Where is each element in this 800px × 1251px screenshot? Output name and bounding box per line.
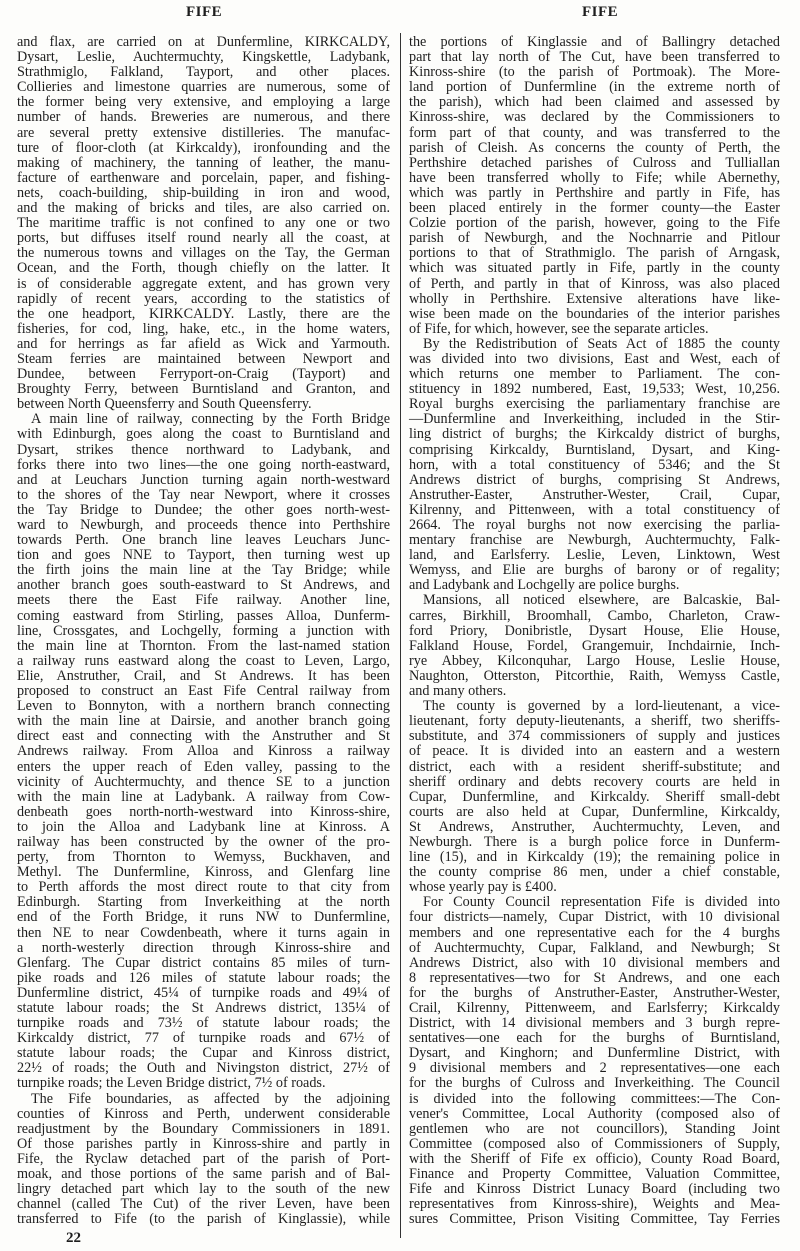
text-line: Andrews District, also with 10 divisional members and — [409, 954, 780, 971]
text-line: to the shores of the Tay near Newport, where it crosses — [17, 486, 390, 503]
text-line: ford Priory, Donibristle, Dysart House, Elie House, — [409, 622, 780, 639]
text-line: is divided into the following committees:—The Con- — [409, 1090, 780, 1107]
text-line: parish of Cleish. As concerns the county of Perth, the — [409, 139, 780, 156]
text-line: Ocean, and the Forth, though chiefly on the latter. It — [17, 260, 390, 277]
text-line: readjustment by the Boundary Commissioners in 1891. — [17, 1120, 390, 1137]
text-line: end of the Forth Bridge, it runs NW to Dunfermline, — [17, 909, 390, 926]
text-line: Cupar, Dunfermline, and Kirkcaldy. Sheriff small-debt — [409, 788, 780, 805]
text-line: form part of that county, and was transferred to the — [409, 124, 780, 141]
text-line: and many others. — [409, 683, 507, 700]
text-line: number of hands. Breweries are numerous, and there — [17, 109, 390, 126]
text-line: —Dunfermline and Inverkeithing, included in the Stir- — [409, 411, 780, 428]
text-line: enters the upper reach of Eden valley, passing to the — [17, 758, 390, 775]
text-line: of Fife, for which, however, see the separate articles. — [409, 320, 709, 337]
text-line: was divided into two divisions, East and West, each of — [409, 350, 780, 367]
text-line: The maritime traffic is not confined to any one or two — [17, 215, 390, 232]
text-line: ture of floor-cloth (at Kirkcaldy), ironfounding and the — [17, 139, 390, 156]
paragraph — [409, 895, 780, 1227]
text-line: which was partly in Perthshire and partly in Fife, has — [409, 184, 780, 201]
text-line: Steam ferries are maintained between Newport and — [17, 350, 390, 367]
text-column-right — [409, 35, 780, 1227]
text-line: 9 divisional members and 2 representatives—one each — [409, 1060, 780, 1077]
text-line: Edinburgh. Starting from Inverkeithing at the north — [17, 894, 390, 911]
text-line: 8 representatives—two for St Andrews, and one each — [409, 969, 780, 986]
text-line: and the making of bricks and tiles, are also carried on. — [17, 200, 390, 217]
text-line: with the main line at Dairsie, and another branch going — [17, 713, 390, 730]
text-line: line (15), and in Kirkcaldy (19); the remaining police in — [409, 849, 780, 866]
text-line: pike roads and 126 miles of statute labour roads; the — [17, 969, 390, 986]
text-line: then NE to near Cowdenbeath, where it turns again in — [17, 924, 390, 941]
text-line: the main line at Thornton. From the last-named station — [17, 637, 390, 654]
text-line: a north-westerly direction through Kinross-shire and — [17, 939, 390, 956]
text-line: The county is governed by a lord-lieutenant, a vice- — [423, 698, 780, 715]
text-line: which returns one member to Parliament. The con- — [409, 366, 780, 383]
text-line: members and one representative each for the 4 burghs — [409, 924, 780, 941]
text-line: for the burghs of Anstruther-Easter, Anstruther-Wester, — [409, 984, 780, 1001]
text-line: Dysart, strikes thence northward to Ladybank, and — [17, 441, 390, 458]
text-line: 2664. The royal burghs not now exercising the parlia- — [409, 517, 780, 533]
text-line: vicinity of Auchtermuchty, and thence SE to a junction — [17, 773, 390, 790]
text-line: of peace. It is divided into an eastern and a western — [409, 743, 780, 760]
paragraph — [409, 337, 780, 594]
text-line: By the Redistribution of Seats Act of 1885 the county — [423, 335, 780, 352]
text-line: parish of Newburgh, and the Nochnarrie and Pitlour — [409, 230, 780, 247]
column-divider — [400, 33, 401, 1238]
text-line: wholly in Perthshire. Extensive alterations have like- — [409, 290, 780, 307]
text-line: with the main line at Ladybank. A railway from Cow- — [17, 788, 390, 805]
text-line: Elie, Anstruther, Crail, and St Andrews. It has been — [17, 667, 390, 684]
text-line: and at Leuchars Junction turning again north-westward — [17, 471, 390, 488]
text-line: of Perth, and partly in that of Kinross, was also placed — [409, 275, 780, 292]
text-line: portions to that of Strathmiglo. The parish of Arngask, — [409, 245, 780, 262]
text-line: substitute, and 374 commissioners of supply and justices — [409, 728, 780, 745]
text-line: sentatives—one each for the burghs of Burntisland, — [409, 1030, 780, 1047]
text-line: Mansions, all noticed elsewhere, are Balcaskie, Bal- — [423, 592, 780, 609]
paragraph — [17, 1092, 390, 1228]
running-header-right: FIFE — [582, 4, 619, 20]
text-line: four districts—namely, Cupar District, with 10 divisional — [409, 909, 780, 926]
text-line: Naughton, Otterston, Pitcorthie, Raith, Wemyss Castle, — [409, 667, 780, 684]
paragraph — [17, 35, 390, 412]
text-line: part that lay north of The Cut, have been transferred to — [409, 49, 780, 66]
text-line: representatives from Kinross-shire), Weights and Mea- — [409, 1196, 780, 1213]
text-line: Wemyss, and Elie are burghs of barony or of regality; — [409, 562, 780, 579]
text-line: of Auchtermuchty, Cupar, Falkland, and Newburgh; St — [409, 939, 780, 956]
text-line: fisheries, for cod, ling, hake, etc., in the home waters, — [17, 320, 390, 337]
page-number: 22 — [66, 1230, 81, 1246]
text-line: The Fife boundaries, as affected by the adjoining — [31, 1090, 390, 1107]
running-header-left: FIFE — [186, 4, 223, 20]
text-line: Methyl. The Dunfermline, Kinross, and Glenfarg line — [17, 864, 390, 881]
text-line: denbeath goes north-north-westward into Kinross-shire, — [17, 803, 390, 820]
text-line: and for herrings as far afield as Wick and Yarmouth. — [17, 335, 390, 352]
text-line: nets, coach-building, ship-building in iron and wood, — [17, 184, 390, 201]
text-column-left — [17, 35, 390, 1227]
text-line: District, with 14 divisional members and 3 burgh repre- — [409, 1015, 780, 1032]
text-line: between North Queensferry and South Queensferry. — [17, 396, 312, 413]
text-line: been placed entirely in the former county—the Easter — [409, 200, 780, 217]
paragraph — [409, 593, 780, 699]
text-line: and Ladybank and Lochgelly are police burghs. — [409, 577, 680, 594]
text-line: direct east and connecting with the Anstruther and St — [17, 728, 390, 745]
text-line: channel (called The Cut) of the river Leven, have been — [17, 1196, 390, 1213]
text-line: the Tay Bridge to Dundee; the other goes north-west- — [17, 501, 390, 518]
text-line: lieutenant, forty deputy-lieutenants, a sheriff, two sheriffs- — [409, 713, 780, 730]
text-line: sheriff ordinary and debts recovery courts are held in — [409, 773, 780, 790]
text-line: Finance and Property Committee, Valuation Committee, — [409, 1166, 780, 1183]
text-line: Fife, the Ryclaw detached part of the parish of Port- — [17, 1150, 390, 1167]
text-line: the numerous towns and villages on the Tay, the German — [17, 245, 390, 262]
text-line: gentlemen who are not councillors), Standing Joint — [409, 1120, 780, 1137]
text-line: ward to Newburgh, and proceeds thence into Perthshire — [17, 517, 390, 533]
text-line: Collieries and limestone quarries are numerous, some of — [17, 79, 390, 96]
text-line: transferred to Fife (to the parish of Kinglassie), while — [17, 1211, 390, 1228]
text-line: coming eastward from Stirling, passes Alloa, Dunferm- — [17, 607, 390, 624]
text-line: rye Abbey, Kilconquhar, Largo House, Leslie House, — [409, 652, 780, 669]
text-line: St Andrews, Anstruther, Auchtermuchty, Leven, and — [409, 818, 780, 835]
text-line: Kinross-shire, was declared by the Commissioners to — [409, 109, 780, 126]
text-line: perty, from Thornton to Wemyss, Buckhaven, and — [17, 849, 390, 866]
text-line: the county comprise 86 men, under a chief constable, — [409, 864, 780, 881]
text-line: district, each with a resident sheriff-substitute; and — [409, 758, 780, 775]
text-line: carres, Birkhill, Broomhall, Cambo, Charleton, Craw- — [409, 607, 780, 624]
text-line: turnpike roads and 73½ of statute labour roads; the — [17, 1015, 390, 1032]
text-line: statute labour roads; the Cupar and Kinross district, — [17, 1045, 390, 1062]
text-line: A main line of railway, connecting by the Forth Bridge — [31, 411, 390, 428]
text-line: which was situated partly in Fife, partly in the county — [409, 260, 780, 277]
text-line: Colzie portion of the parish, however, going to the Fife — [409, 215, 780, 232]
text-line: to Perth affords the most direct route to that city from — [17, 879, 390, 896]
text-line: lingry detached part which lay to the south of the new — [17, 1181, 390, 1198]
text-line: for the burghs of Culross and Inverkeithing. The Council — [409, 1075, 780, 1092]
text-line: facture of earthenware and porcelain, paper, and fishing- — [17, 169, 390, 186]
paragraph — [409, 35, 780, 337]
text-line: vener's Committee, Local Authority (composed also of — [409, 1105, 780, 1122]
text-line: comprising Kirkcaldy, Burntisland, Dysart, and King- — [409, 441, 780, 458]
text-line: Dysart, and Kinghorn; and Dunfermline District, with — [409, 1045, 780, 1062]
text-line: Broughty Ferry, between Burntisland and Granton, and — [17, 381, 390, 398]
text-line: the firth joins the main line at the Tay Bridge; while — [17, 562, 390, 579]
paragraph — [17, 412, 390, 1091]
text-line: ling district of burghs; the Kirkcaldy district of burghs, — [409, 426, 780, 443]
text-line: with Edinburgh, goes along the coast to Burntisland and — [17, 426, 390, 443]
text-line: sures Committee, Prison Visiting Committee, Tay Ferries — [409, 1211, 780, 1228]
text-line: with the Sheriff of Fife ex officio), County Road Board, — [409, 1150, 780, 1167]
text-line: counties of Kinross and Perth, underwent considerable — [17, 1105, 390, 1122]
text-line: Falkland House, Fordel, Grangemuir, Inchdairnie, Inch- — [409, 637, 780, 654]
text-line: forks there into two lines—the one going north-eastward, — [17, 456, 390, 473]
text-line: Kirkcaldy district, 77 of turnpike roads and 67½ of — [17, 1030, 390, 1047]
text-line: wise been made on the boundaries of the interior parishes — [409, 305, 780, 322]
text-line: meets there the East Fife railway. Another line, — [17, 592, 390, 609]
text-line: have been transferred wholly to Fife; while Abernethy, — [409, 169, 780, 186]
text-line: Perthshire detached parishes of Culross and Tulliallan — [409, 154, 780, 171]
text-line: the portions of Kinglassie and of Ballingry detached — [409, 34, 780, 50]
text-line: Kilrenny, and Pittenween, with a total constituency of — [409, 501, 780, 518]
text-line: Of those parishes partly in Kinross-shire and partly in — [17, 1135, 390, 1152]
text-line: Kinross-shire (to the parish of Portmoak). The More- — [409, 64, 780, 81]
text-line: 22½ of roads; the Outh and Nivingston district, 27½ of — [17, 1060, 390, 1077]
text-line: Newburgh. There is a burgh police force in Dunferm- — [409, 833, 780, 850]
text-line: mentary franchise are Newburgh, Auchtermuchty, Falk- — [409, 532, 780, 549]
text-line: railway has been constructed by the owner of the pro- — [17, 833, 390, 850]
text-line: horn, with a total constituency of 5346; and the St — [409, 456, 780, 473]
text-line: Royal burghs exercising the parliamentary franchise are — [409, 396, 780, 413]
text-line: are several pretty extensive distilleries. The manufac- — [17, 124, 390, 141]
text-line: tion and goes NNE to Tayport, then turning west up — [17, 547, 390, 564]
text-line: stituency in 1892 numbered, East, 19,533; West, 10,256. — [409, 381, 780, 398]
text-line: ports, but diffuses itself round nearly all the coast, at — [17, 230, 390, 247]
text-line: For County Council representation Fife is divided into — [423, 894, 780, 911]
text-line: another branch goes south-eastward to St Andrews, and — [17, 577, 390, 594]
text-line: Dundee, between Ferryport-on-Craig (Tayport) and — [17, 366, 390, 383]
text-line: Committee (composed also of Commissioners of Supply, — [409, 1135, 780, 1152]
text-line: Anstruther-Easter, Anstruther-Wester, Crail, Cupar, — [409, 486, 780, 503]
text-line: moak, and those portions of the same parish and of Bal- — [17, 1166, 390, 1183]
text-line: statute labour roads; the St Andrews district, 135¼ of — [17, 1000, 390, 1016]
text-line: and flax, are carried on at Dunfermline, KIRKCALDY, — [17, 34, 390, 50]
text-line: Strathmiglo, Falkland, Tayport, and other places. — [17, 64, 390, 81]
text-line: Dysart, Leslie, Auchtermuchty, Kingskettle, Ladybank, — [17, 49, 390, 66]
text-line: proposed to construct an East Fife Central railway from — [17, 683, 390, 700]
text-line: Leven to Bonnyton, with a northern branch connecting — [17, 698, 390, 715]
text-line: Fife and Kinross District Lunacy Board (including two — [409, 1181, 780, 1198]
text-line: to join the Alloa and Ladybank line at Kinross. A — [17, 818, 390, 835]
text-line: line, Crossgates, and Lochgelly, forming a junction with — [17, 622, 390, 639]
text-line: the former being very extensive, and employing a large — [17, 94, 390, 111]
paragraph — [409, 699, 780, 895]
text-line: towards Perth. One branch line leaves Leuchars Junc- — [17, 532, 390, 549]
text-line: rapidly of recent years, according to the statistics of — [17, 290, 390, 307]
text-line: making of machinery, the tanning of leather, the manu- — [17, 154, 390, 171]
text-line: turnpike roads; the Leven Bridge district, 7½ of roads. — [17, 1075, 326, 1092]
text-line: the parish), which had been claimed and assessed by — [409, 94, 780, 111]
text-line: Andrews railway. From Alloa and Kinross a railway — [17, 743, 390, 760]
text-line: Crail, Kilrenny, Pittenweem, and Earlsferry; Kirkcaldy — [409, 1000, 780, 1016]
text-line: land portion of Dunfermline (in the extreme north of — [409, 79, 780, 96]
text-line: Andrews district of burghs, comprising St Andrews, — [409, 471, 780, 488]
text-line: whose yearly pay is £400. — [409, 879, 557, 896]
text-line: is of considerable aggregate extent, and has grown very — [17, 275, 390, 292]
text-line: land, and Earlsferry. Leslie, Leven, Linktown, West — [409, 547, 780, 564]
text-line: courts are also held at Cupar, Dunfermline, Kirkcaldy, — [409, 803, 780, 820]
text-line: a railway runs eastward along the coast to Leven, Largo, — [17, 652, 390, 669]
text-line: Dunfermline district, 45¼ of turnpike roads and 49¼ of — [17, 984, 390, 1001]
text-line: the one headport, KIRKCALDY. Lastly, there are the — [17, 305, 390, 322]
text-line: Glenfarg. The Cupar district contains 85 miles of turn- — [17, 954, 390, 971]
